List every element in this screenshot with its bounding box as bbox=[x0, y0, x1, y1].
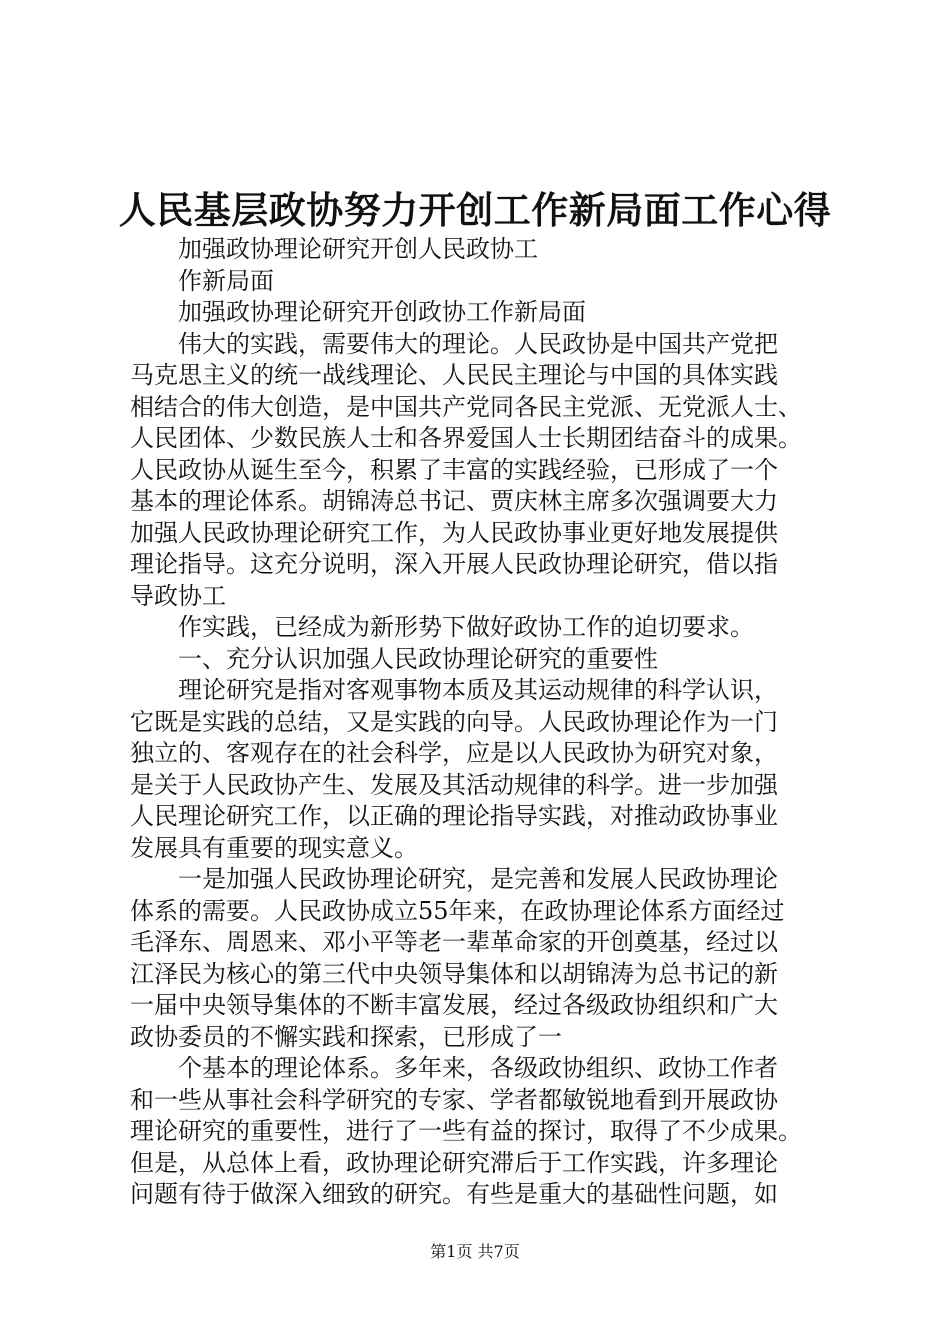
text-line: 个基本的理论体系。多年来，各级政协组织、政协工作者 bbox=[178, 1054, 778, 1082]
text-line: 人民政协从诞生至今，积累了丰富的实践经验，已形成了一个 bbox=[130, 455, 778, 484]
text-line: 体系的需要。人民政协成立55年来，在政协理论体系方面经过 bbox=[130, 896, 785, 925]
text-line: 基本的理论体系。胡锦涛总书记、贾庆林主席多次强调要大力 bbox=[130, 487, 778, 515]
text-line: 导政协工 bbox=[130, 581, 226, 610]
document-body bbox=[130, 234, 835, 1211]
text-line: 江泽民为核心的第三代中央领导集体和以胡锦涛为总书记的新 bbox=[130, 959, 778, 988]
text-line: 毛泽东、周恩来、邓小平等老一辈革命家的开创奠基，经过以 bbox=[130, 928, 778, 956]
text-line: 它既是实践的总结，又是实践的向导。人民政协理论作为一门 bbox=[130, 707, 778, 736]
text-line: 和一些从事社会科学研究的专家、学者都敏锐地看到开展政协 bbox=[130, 1085, 778, 1114]
text-line: 加强政协理论研究开创人民政协工 bbox=[178, 235, 538, 263]
text-line: 政协委员的不懈实践和探索，已形成了一 bbox=[130, 1022, 562, 1051]
text-line: 理论指导。这充分说明，深入开展人民政协理论研究，借以指 bbox=[130, 550, 778, 578]
text-line: 但是，从总体上看，政协理论研究滞后于工作实践，许多理论 bbox=[130, 1148, 778, 1177]
text-line: 问题有待于做深入细致的研究。有些是重大的基础性问题，如 bbox=[130, 1180, 778, 1208]
text-line: 一、充分认识加强人民政协理论研究的重要性 bbox=[178, 644, 658, 673]
text-line: 一是加强人民政协理论研究，是完善和发展人民政协理论 bbox=[178, 865, 778, 893]
text-line: 理论研究是指对客观事物本质及其运动规律的科学认识， bbox=[178, 676, 778, 704]
text-line: 加强政协理论研究开创政协工作新局面 bbox=[178, 298, 586, 326]
text-line: 是关于人民政协产生、发展及其活动规律的科学。进一步加强 bbox=[130, 770, 778, 799]
page-footer: 第1页 共7页 bbox=[430, 1242, 520, 1261]
text-line: 独立的、客观存在的社会科学，应是以人民政协为研究对象， bbox=[130, 739, 778, 767]
text-line: 理论研究的重要性，进行了一些有益的探讨，取得了不少成果。 bbox=[130, 1117, 802, 1145]
text-line: 一届中央领导集体的不断丰富发展，经过各级政协组织和广大 bbox=[130, 991, 778, 1019]
text-line: 人民理论研究工作，以正确的理论指导实践，对推动政协事业 bbox=[130, 802, 778, 830]
text-line: 相结合的伟大创造，是中国共产党同各民主党派、无党派人士、 bbox=[130, 392, 802, 421]
text-line: 伟大的实践，需要伟大的理论。人民政协是中国共产党把 bbox=[178, 329, 778, 358]
text-line: 作实践，已经成为新形势下做好政协工作的迫切要求。 bbox=[178, 613, 754, 641]
text-line: 作新局面 bbox=[178, 266, 274, 295]
text-line: 加强人民政协理论研究工作，为人民政协事业更好地发展提供 bbox=[130, 518, 778, 547]
text-line: 马克思主义的统一战线理论、人民民主理论与中国的具体实践 bbox=[130, 361, 778, 389]
document-title: 人民基层政协努力开创工作新局面工作心得 bbox=[118, 188, 832, 232]
text-line: 发展具有重要的现实意义。 bbox=[130, 833, 418, 862]
text-line: 人民团体、少数民族人士和各界爱国人士长期团结奋斗的成果。 bbox=[130, 424, 802, 452]
